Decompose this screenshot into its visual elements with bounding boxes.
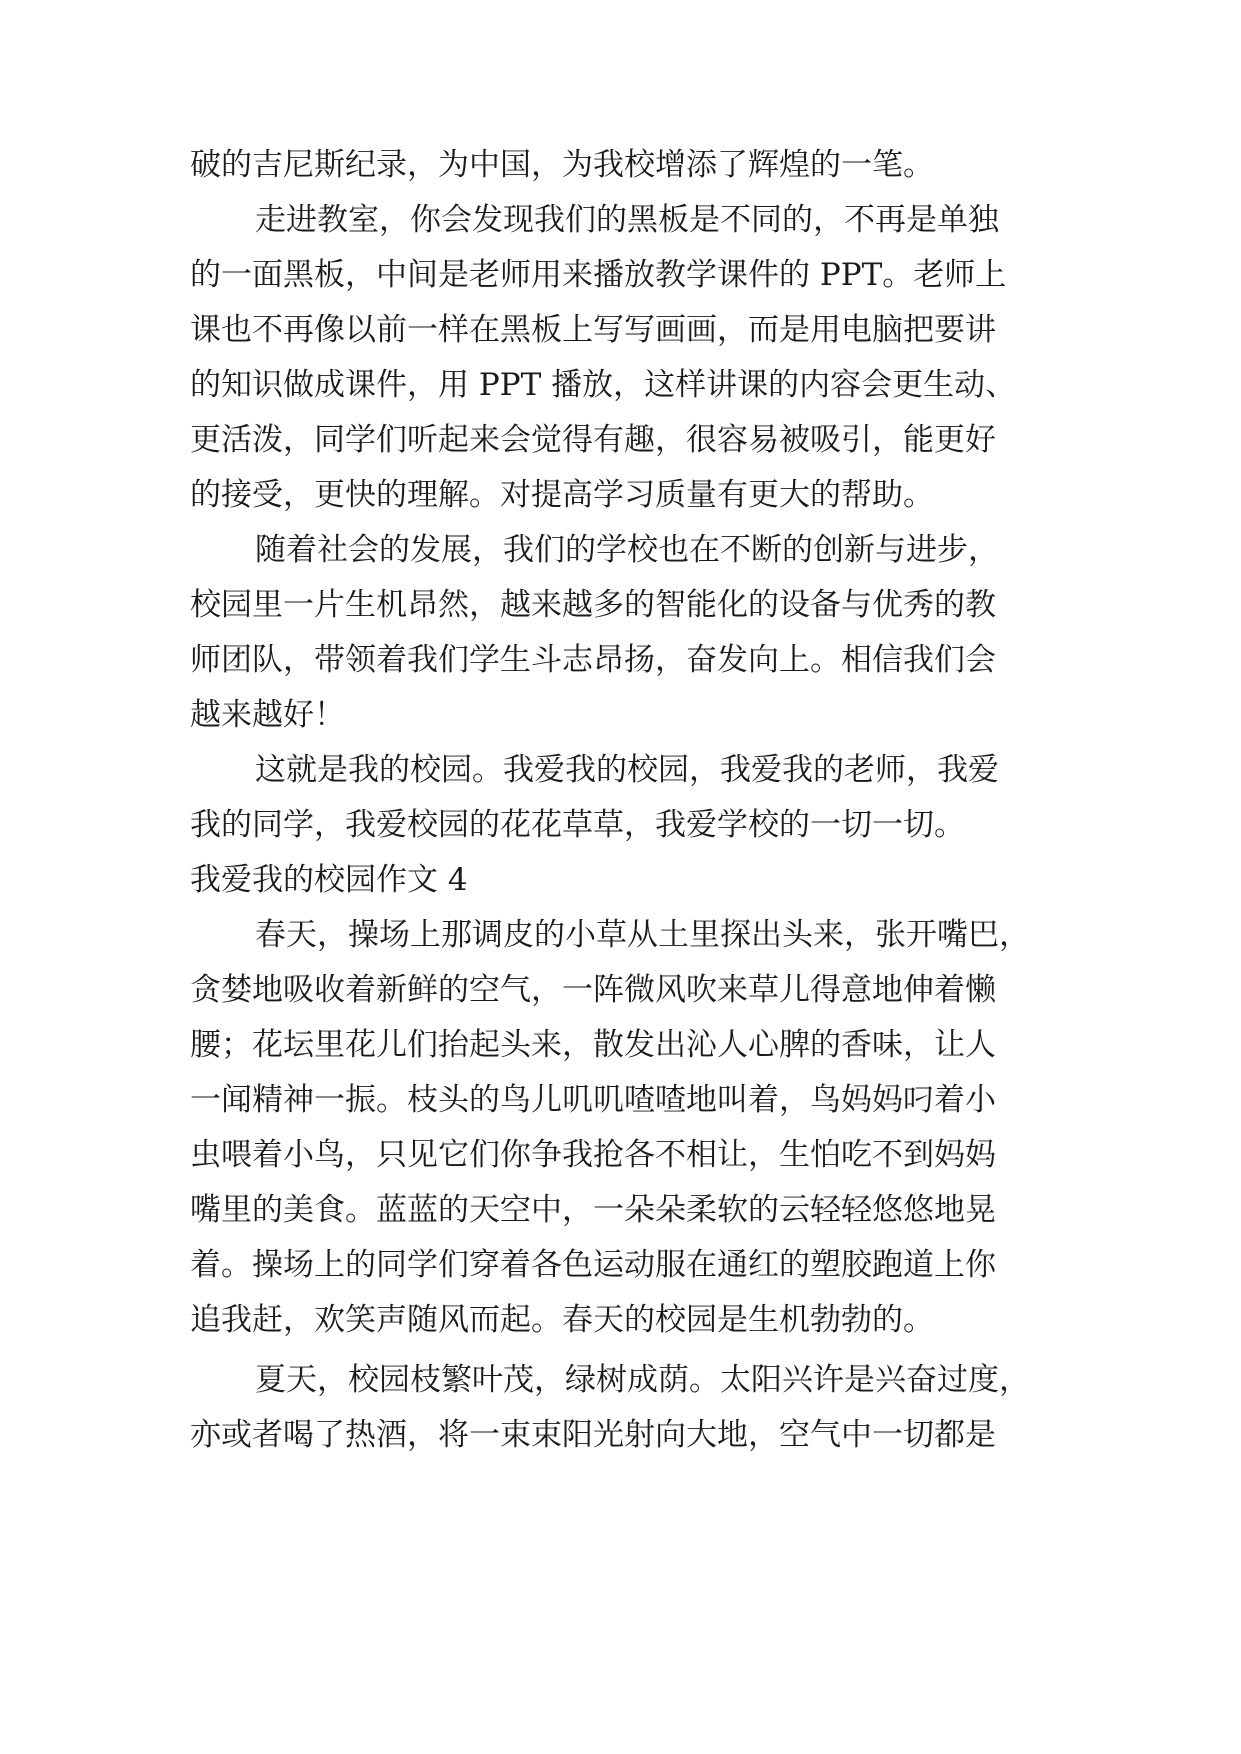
paragraph-start-line: 春天，操场上那调皮的小草从土里探出头来，张开嘴巴， (255, 917, 1030, 953)
paragraph-start-line: 夏天，校园枝繁叶茂，绿树成荫。太阳兴许是兴奋过度， (255, 1362, 1030, 1398)
text-line: 一闻精神一振。枝头的鸟儿叽叽喳喳地叫着，鸟妈妈叼着小 (190, 1082, 996, 1118)
text-line: 贪婪地吸收着新鲜的空气，一阵微风吹来草儿得意地伸着懒 (190, 972, 996, 1008)
text-line: 课也不再像以前一样在黑板上写写画画，而是用电脑把要讲 (190, 312, 996, 348)
text-line: 校园里一片生机昂然，越来越多的智能化的设备与优秀的教 (190, 587, 996, 623)
text-line: 更活泼，同学们听起来会觉得有趣，很容易被吸引，能更好 (190, 422, 996, 458)
text-line: 我的同学，我爱校园的花花草草，我爱学校的一切一切。 (190, 807, 965, 843)
text-line: 嘴里的美食。蓝蓝的天空中，一朵朵柔软的云轻轻悠悠地晃 (190, 1192, 996, 1228)
paragraph-start-line: 这就是我的校园。我爱我的校园，我爱我的老师，我爱 (255, 752, 999, 788)
text-line: 师团队，带领着我们学生斗志昂扬，奋发向上。相信我们会 (190, 642, 996, 678)
section-heading: 我爱我的校园作文 4 (190, 862, 468, 898)
text-line: 越来越好！ (190, 697, 345, 733)
text-line: 破的吉尼斯纪录，为中国，为我校增添了辉煌的一笔。 (190, 147, 934, 183)
paragraph-start-line: 随着社会的发展，我们的学校也在不断的创新与进步， (255, 532, 999, 568)
text-line: 腰；花坛里花儿们抬起头来，散发出沁人心脾的香味，让人 (190, 1027, 996, 1063)
paragraph-start-line: 走进教室，你会发现我们的黑板是不同的，不再是单独 (255, 202, 999, 238)
text-line: 的知识做成课件，用 PPT 播放，这样讲课的内容会更生动、 (190, 367, 1017, 403)
text-line: 追我赶，欢笑声随风而起。春天的校园是生机勃勃的。 (190, 1302, 934, 1338)
text-line: 的一面黑板，中间是老师用来播放教学课件的 PPT。老师上 (190, 257, 1007, 293)
text-line: 亦或者喝了热酒，将一束束阳光射向大地，空气中一切都是 (190, 1417, 996, 1453)
text-line: 着。操场上的同学们穿着各色运动服在通红的塑胶跑道上你 (190, 1247, 996, 1283)
text-line: 的接受，更快的理解。对提高学习质量有更大的帮助。 (190, 477, 934, 513)
text-line: 虫喂着小鸟，只见它们你争我抢各不相让，生怕吃不到妈妈 (190, 1137, 996, 1173)
